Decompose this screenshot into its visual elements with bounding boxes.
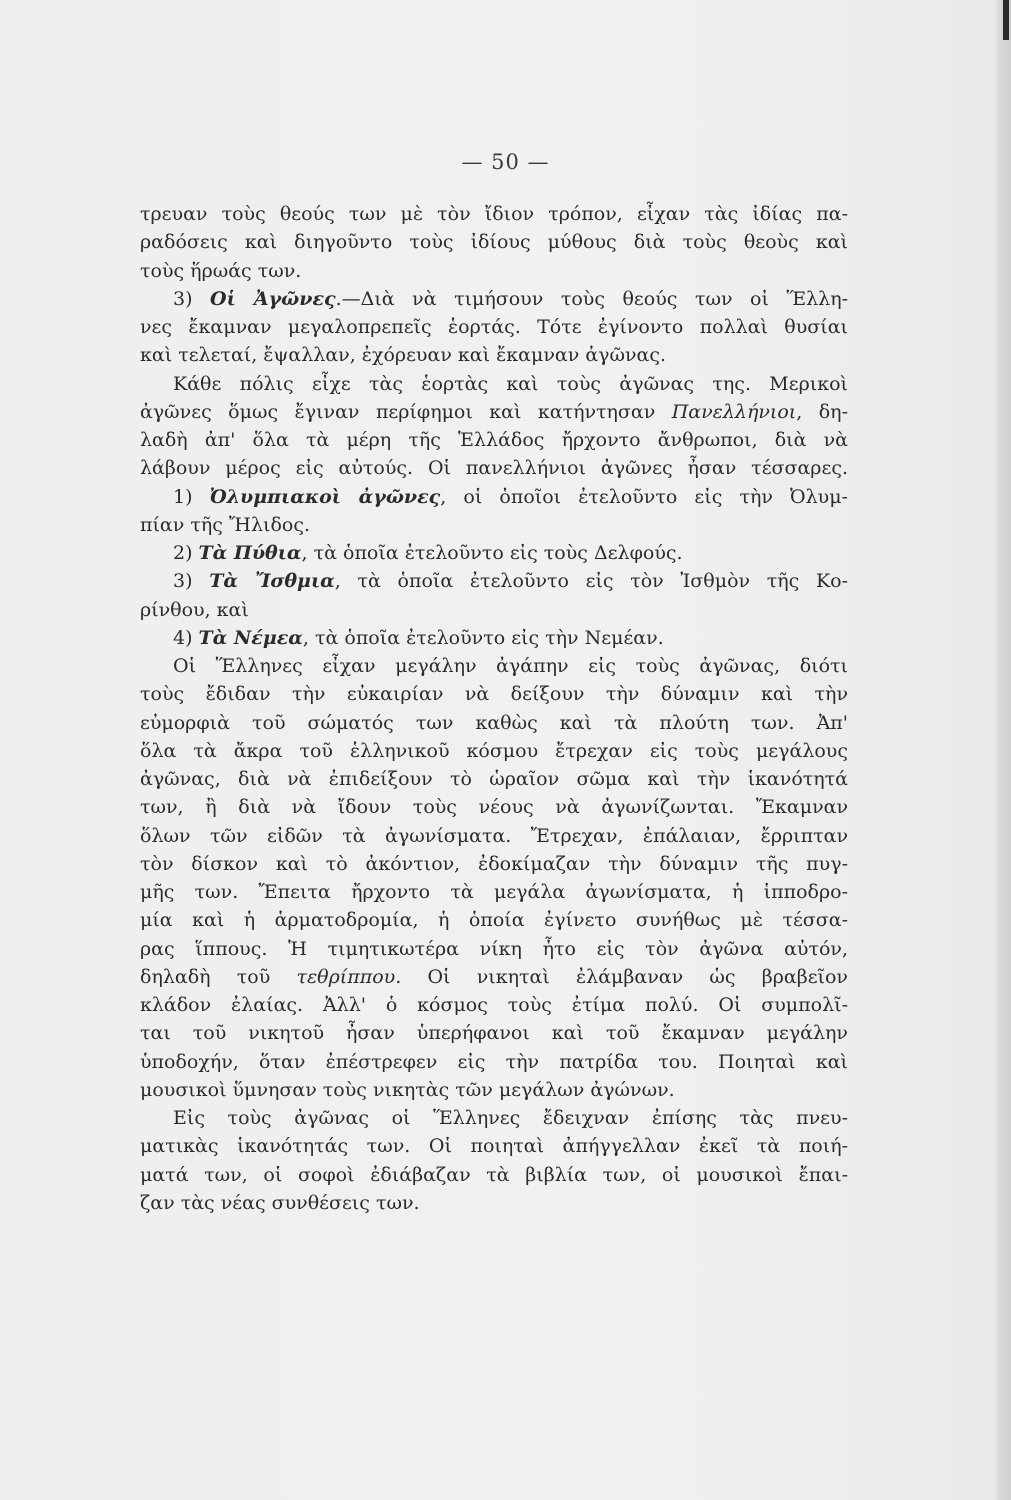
text-line [140, 1104, 848, 1132]
text-line [140, 1048, 848, 1076]
text-run: .—Διὰ νὰ τιμήσουν τοὺς θεούς των οἱ Ἕλλη- [335, 287, 848, 310]
text-line [140, 398, 848, 426]
text-run: ρας ἵππους. Ἡ τιμητικωτέρα νίκη ἦτο εἰς τὸν ἀγῶνα αὐτόν, [140, 937, 848, 960]
text-run: ματικὰς ἱκανότητάς των. Οἱ ποιηταὶ ἀπήγγελλαν ἐκεῖ τὰ ποιή- [140, 1135, 848, 1158]
text-run: , οἱ ὁποῖοι ἐτελοῦντο εἰς τὴν Ὀλυμ- [440, 485, 848, 508]
emphasized-text: Ὀλυμπιακοὶ ἀγῶνες [209, 485, 441, 508]
text-run: νες ἔκαμναν μεγαλοπρεπεῖς ἑορτάς. Τότε ἐγίνοντο πολλαὶ θυσίαι [140, 316, 848, 338]
page-number: — 50 — [461, 150, 550, 174]
body-text [140, 200, 848, 1217]
text-run: μία καὶ ἡ ἁρματοδρομία, ἡ ὁποία ἐγίνετο συνήθως μὲ τέσσα- [140, 909, 848, 932]
text-line [140, 1161, 848, 1189]
text-line [140, 1019, 848, 1047]
text-line [140, 624, 848, 652]
text-line [140, 991, 848, 1019]
text-line [140, 652, 848, 680]
text-line [140, 793, 848, 821]
text-line [140, 511, 848, 539]
text-run: Κάθε πόλις εἶχε τὰς ἑορτὰς καὶ τοὺς ἀγῶνας της. Μερικοὶ [173, 372, 848, 395]
text-line [140, 1076, 848, 1104]
text-run: λαδὴ ἀπ' ὅλα τὰ μέρη τῆς Ἑλλάδος ἤρχοντο ἄνθρωποι, διὰ νὰ [140, 429, 848, 451]
text-run: μουσικοὶ ὕμνησαν τοὺς νικητὰς τῶν μεγάλων ἀγώνων. [140, 1078, 675, 1101]
text-run: 2) [173, 542, 199, 564]
page-edge [997, 0, 1011, 1500]
text-line [140, 454, 848, 482]
text-run: κλάδον ἐλαίας. Ἀλλ' ὁ κόσμος τοὺς ἐτίμα πολύ. Οἱ συμπολῖ- [140, 994, 848, 1016]
emphasized-text: Πανελλήνιοι [671, 400, 797, 423]
text-line [140, 426, 848, 454]
text-line [140, 567, 848, 595]
emphasized-text: Οἱ Ἀγῶνες [210, 287, 336, 310]
text-run: Εἰς τοὺς ἀγῶνας οἱ Ἕλληνες ἔδειχναν ἐπίσης τὰς πνευ- [173, 1107, 848, 1129]
text-run: ρίνθου, καὶ [140, 598, 249, 621]
text-run: τοὺς ἥρωάς των. [140, 259, 302, 282]
text-line [140, 313, 848, 341]
text-line [140, 257, 848, 285]
text-run: τρευαν τοὺς θεούς των μὲ τὸν ἴδιον τρόπον, εἶχαν τὰς ἰδίας πα- [140, 203, 848, 225]
text-run: ται τοῦ νικητοῦ ἦσαν ὑπερήφανοι καὶ τοῦ ἔκαμναν μεγάλην [140, 1022, 848, 1045]
text-run: τοὺς ἔδιδαν τὴν εὐκαιρίαν νὰ δείξουν τὴν δύναμιν καὶ τὴν [140, 683, 848, 706]
emphasized-text: Τὰ Πύθια [198, 542, 302, 564]
text-line [140, 680, 848, 708]
text-run: ὅλων τῶν εἰδῶν τὰ ἀγωνίσματα. Ἔτρεχαν, ἐπάλαιαν, ἔρριπταν [140, 824, 848, 847]
emphasized-text: Τὰ Νέμεα [198, 626, 303, 649]
text-run: πίαν τῆς Ἤλιδος. [140, 513, 311, 536]
text-line [140, 850, 848, 878]
text-run: ζαν τὰς νέας συνθέσεις των. [140, 1191, 420, 1214]
text-run: εὐμορφιὰ τοῦ σώματός των καθὼς καὶ τὰ πλούτη των. Ἀπ' [140, 711, 848, 734]
text-run: 4) [173, 626, 199, 649]
text-line [140, 906, 848, 934]
text-line [140, 1132, 848, 1160]
text-line [140, 596, 848, 624]
text-run: ἀγῶνες ὅμως ἔγιναν περίφημοι καὶ κατήντησαν [140, 400, 672, 423]
text-line [140, 228, 848, 256]
text-line [140, 539, 848, 567]
text-line [140, 709, 848, 737]
text-line [140, 765, 848, 793]
text-line [140, 200, 848, 228]
text-run: των, ἢ διὰ νὰ ἴδουν τοὺς νέους νὰ ἀγωνίζωνται. Ἔκαμναν [140, 796, 848, 819]
text-run: 3) [173, 287, 211, 310]
text-run: ὑποδοχήν, ὅταν ἐπέστρεφεν εἰς τὴν πατρίδα του. Ποιηταὶ καὶ [140, 1050, 848, 1073]
text-run: . Οἱ νικηταὶ ἐλάμβαναν ὡς βραβεῖον [395, 965, 848, 988]
text-run: καὶ τελεταί, ἔψαλλαν, ἐχόρευαν καὶ ἔκαμναν ἀγῶνας. [140, 344, 667, 367]
text-line [140, 370, 848, 398]
text-run: τὸν δίσκον καὶ τὸ ἀκόντιον, ἐδοκίμαζαν τὴν δύναμιν τῆς πυγ- [140, 852, 848, 875]
text-run: δηλαδὴ τοῦ [140, 965, 297, 988]
text-line [140, 963, 848, 991]
text-run: 3) [173, 570, 210, 593]
text-line [140, 483, 848, 511]
text-line [140, 341, 848, 369]
text-run: Οἱ Ἕλληνες εἶχαν μεγάλην ἀγάπην εἰς τοὺς ἀγῶνας, διότι [173, 655, 848, 677]
emphasized-text: τεθρίππου [296, 965, 396, 988]
text-run: , δη- [796, 400, 848, 423]
corner-mark [1003, 0, 1009, 40]
text-line [140, 878, 848, 906]
text-line [140, 1189, 848, 1217]
text-run: ματά των, οἱ σοφοὶ ἐδιάβαζαν τὰ βιβλία των, οἱ μουσικοὶ ἔπαι- [140, 1163, 848, 1186]
text-run: 1) [173, 485, 210, 508]
text-line [140, 285, 848, 313]
text-run: , τὰ ὁποῖα ἐτελοῦντο εἰς τοὺς Δελφούς. [301, 542, 683, 564]
text-run: ραδόσεις καὶ διηγοῦντο τοὺς ἰδίους μύθους διὰ τοὺς θεοὺς καὶ [140, 231, 848, 254]
emphasized-text: Τὰ Ἴσθμια [209, 570, 335, 593]
text-run: , τὰ ὁποῖα ἐτελοῦντο εἰς τὴν Νεμέαν. [302, 626, 664, 649]
text-line [140, 935, 848, 963]
text-run: , τὰ ὁποῖα ἐτελοῦντο εἰς τὸν Ἰσθμὸν τῆς Κο- [334, 570, 848, 593]
text-line [140, 737, 848, 765]
text-run: μῆς των. Ἔπειτα ἤρχοντο τὰ μεγάλα ἀγωνίσματα, ἡ ἱπποδρο- [140, 881, 848, 903]
text-run: ὅλα τὰ ἄκρα τοῦ ἑλληνικοῦ κόσμου ἔτρεχαν εἰς τοὺς μεγάλους [140, 739, 848, 762]
text-run: λάβουν μέρος εἰς αὐτούς. Οἱ πανελλήνιοι ἀγῶνες ἦσαν τέσσαρες. [140, 457, 848, 480]
text-run: ἀγῶνας, διὰ νὰ ἐπιδείξουν τὸ ὡραῖον σῶμα καὶ τὴν ἱκανότητά [140, 768, 848, 790]
text-line [140, 822, 848, 850]
